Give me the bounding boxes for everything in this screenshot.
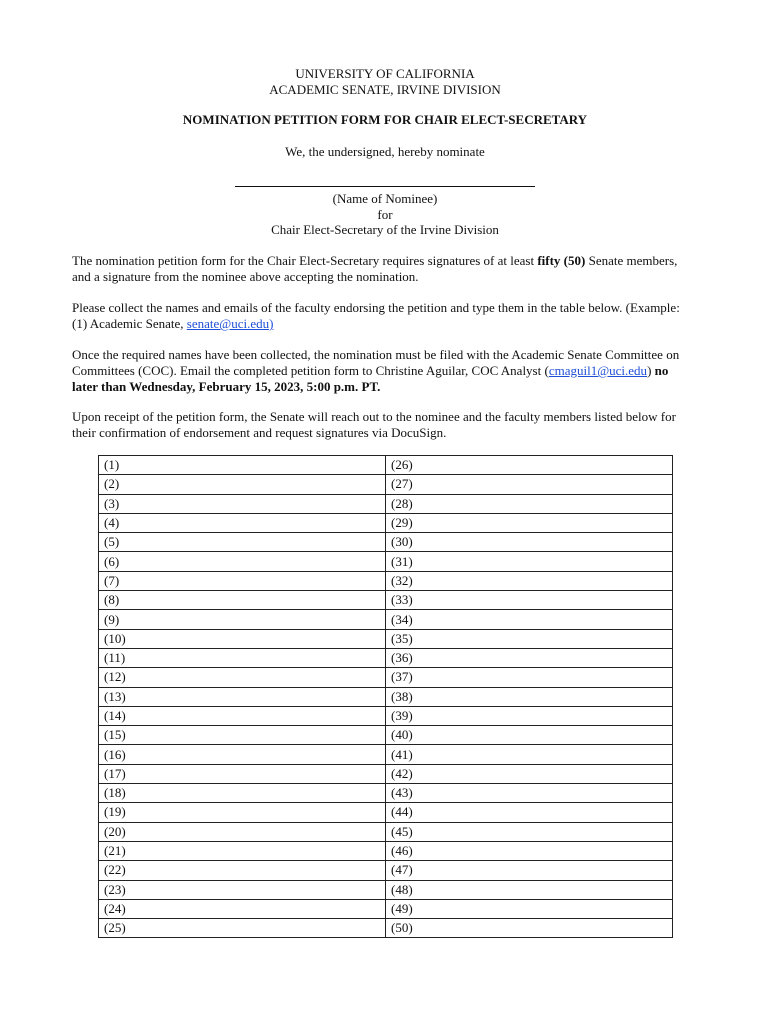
table-row (99, 764, 673, 783)
table-row (99, 610, 673, 629)
signature-cell[interactable]: (44) (386, 803, 673, 822)
deadline-text: no (654, 363, 669, 378)
signature-cell[interactable]: (39) (386, 706, 673, 725)
position-title: Chair Elect-Secretary of the Irvine Division (271, 222, 499, 237)
confirmation-paragraph (72, 409, 702, 441)
signature-cell[interactable]: (30) (386, 533, 673, 552)
table-row (99, 745, 673, 764)
signature-cell[interactable]: (5) (99, 533, 386, 552)
signature-count: fifty (50) (537, 253, 586, 268)
signature-cell[interactable]: (3) (99, 494, 386, 513)
signature-cell[interactable]: (46) (386, 841, 673, 860)
signature-cell[interactable]: (37) (386, 668, 673, 687)
signature-cell[interactable]: (38) (386, 687, 673, 706)
senate-email-link[interactable]: senate@uci.edu) (186, 316, 274, 331)
signature-cell[interactable]: (33) (386, 591, 673, 610)
signature-cell[interactable]: (29) (386, 513, 673, 532)
table-row (99, 648, 673, 667)
table-row (99, 668, 673, 687)
text-run: Committees (COC). Email the completed petition form to Christine Aguilar, COC Analyst ( (72, 363, 549, 378)
signature-cell[interactable]: (4) (99, 513, 386, 532)
deadline-text: later than Wednesday, February 15, 2023, 5:00 p.m. PT. (72, 379, 381, 394)
table-row (99, 629, 673, 648)
table-row (99, 861, 673, 880)
signature-cell[interactable]: (9) (99, 610, 386, 629)
table-row (99, 571, 673, 590)
signature-cell[interactable]: (1) (99, 456, 386, 475)
nomination-intro: We, the undersigned, hereby nominate (285, 144, 485, 159)
signature-cell[interactable]: (13) (99, 687, 386, 706)
signature-cell[interactable]: (23) (99, 880, 386, 899)
table-row (99, 784, 673, 803)
signature-cell[interactable]: (21) (99, 841, 386, 860)
signature-cell[interactable]: (34) (386, 610, 673, 629)
table-row (99, 919, 673, 938)
division-heading: ACADEMIC SENATE, IRVINE DIVISION (269, 82, 501, 97)
signature-cell[interactable]: (10) (99, 629, 386, 648)
table-row (99, 513, 673, 532)
signature-cell[interactable]: (48) (386, 880, 673, 899)
signature-cell[interactable]: (49) (386, 899, 673, 918)
signature-cell[interactable]: (17) (99, 764, 386, 783)
table-row (99, 726, 673, 745)
nominee-caption: (Name of Nominee) (332, 191, 438, 206)
signature-cell[interactable]: (11) (99, 648, 386, 667)
signature-cell[interactable]: (16) (99, 745, 386, 764)
signature-cell[interactable]: (32) (386, 571, 673, 590)
collection-instructions-paragraph (72, 300, 702, 332)
table-row (99, 494, 673, 513)
signature-cell[interactable]: (31) (386, 552, 673, 571)
signature-cell[interactable]: (15) (99, 726, 386, 745)
paragraph-line (72, 253, 702, 269)
signature-cell[interactable]: (24) (99, 899, 386, 918)
paragraph-line: and a signature from the nominee above accepting the nomination. (72, 269, 419, 284)
signature-cell[interactable]: (2) (99, 475, 386, 494)
signature-cell[interactable]: (43) (386, 784, 673, 803)
text-run: Senate members, (585, 253, 678, 268)
paragraph-line: their confirmation of endorsement and request signatures via DocuSign. (72, 425, 447, 440)
table-row (99, 687, 673, 706)
nominee-name-line (235, 186, 535, 187)
signature-cell[interactable]: (35) (386, 629, 673, 648)
filing-instructions-paragraph (72, 347, 702, 395)
table-row (99, 880, 673, 899)
signature-cell[interactable]: (41) (386, 745, 673, 764)
signature-table (98, 455, 673, 938)
signature-cell[interactable]: (25) (99, 919, 386, 938)
table-row (99, 456, 673, 475)
table-row (99, 591, 673, 610)
signature-cell[interactable]: (14) (99, 706, 386, 725)
signature-cell[interactable]: (40) (386, 726, 673, 745)
table-row (99, 841, 673, 860)
signature-cell[interactable]: (27) (386, 475, 673, 494)
paragraph-line: Please collect the names and emails of the faculty endorsing the petition and type them in the table below. (Example: (72, 300, 680, 315)
form-title: NOMINATION PETITION FORM FOR CHAIR ELECT-SECRETARY (182, 112, 588, 127)
text-run: The nomination petition form for the Chair Elect-Secretary requires signatures of at least (72, 253, 538, 268)
signature-cell[interactable]: (7) (99, 571, 386, 590)
signature-cell[interactable]: (6) (99, 552, 386, 571)
paragraph-line: Once the required names have been collected, the nomination must be filed with the Academic Senate Committee on (72, 347, 680, 362)
signature-cell[interactable]: (50) (386, 919, 673, 938)
coc-analyst-email-link[interactable]: cmaguil1@uci.edu (548, 363, 648, 378)
signature-requirement-paragraph (72, 253, 702, 285)
table-row (99, 803, 673, 822)
signature-cell[interactable]: (45) (386, 822, 673, 841)
signature-cell[interactable]: (28) (386, 494, 673, 513)
paragraph-line: Upon receipt of the petition form, the Senate will reach out to the nominee and the faculty members listed below for (72, 409, 676, 424)
signature-cell[interactable]: (19) (99, 803, 386, 822)
signature-cell[interactable]: (20) (99, 822, 386, 841)
signature-cell[interactable]: (42) (386, 764, 673, 783)
signature-cell[interactable]: (47) (386, 861, 673, 880)
signature-table-body (99, 456, 673, 938)
signature-cell[interactable]: (18) (99, 784, 386, 803)
signature-cell[interactable]: (8) (99, 591, 386, 610)
table-row (99, 706, 673, 725)
signature-cell[interactable]: (26) (386, 456, 673, 475)
table-row (99, 822, 673, 841)
table-row (99, 475, 673, 494)
paragraph-line (72, 363, 702, 379)
text-run: ) (647, 363, 655, 378)
university-heading: UNIVERSITY OF CALIFORNIA (295, 66, 475, 81)
signature-cell[interactable]: (36) (386, 648, 673, 667)
signature-cell[interactable]: (12) (99, 668, 386, 687)
for-word: for (377, 207, 393, 222)
table-row (99, 899, 673, 918)
table-row (99, 533, 673, 552)
table-row (99, 552, 673, 571)
text-run: (1) Academic Senate, (72, 316, 187, 331)
paragraph-line (72, 316, 702, 332)
signature-cell[interactable]: (22) (99, 861, 386, 880)
